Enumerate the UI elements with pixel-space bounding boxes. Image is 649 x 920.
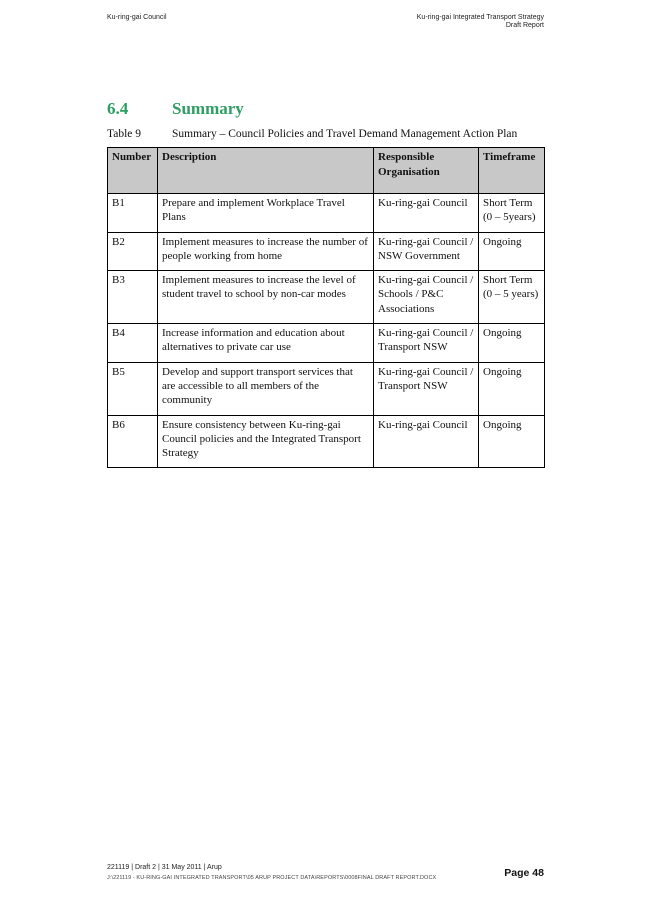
header-right-text [417, 14, 544, 31]
table-row [108, 362, 545, 415]
header-right-line1: Ku-ring-gai Integrated Transport Strategy [416, 14, 544, 21]
section-heading [107, 99, 544, 119]
cell-timeframe: Short Term (0 – 5years) [479, 193, 545, 232]
cell-timeframe: Ongoing [479, 415, 545, 468]
table-row [108, 232, 545, 271]
cell-organisation: Ku-ring-gai Council [374, 193, 479, 232]
cell-organisation: Ku-ring-gai Council / Transport NSW [374, 324, 479, 363]
cell-description: Increase information and education about alternatives to private car use [158, 324, 374, 363]
cell-organisation: Ku-ring-gai Council / NSW Government [374, 232, 479, 271]
cell-description: Implement measures to increase the number of people working from home [158, 232, 374, 271]
cell-number: B2 [108, 232, 158, 271]
cell-organisation: Ku-ring-gai Council / Transport NSW [374, 362, 479, 415]
cell-timeframe: Short Term (0 – 5 years) [479, 271, 545, 324]
column-header-description: Description [158, 148, 374, 194]
column-header-number: Number [108, 148, 158, 194]
cell-timeframe: Ongoing [479, 362, 545, 415]
footer-info-line: 221119 | Draft 2 | 31 May 2011 | Arup [107, 864, 222, 871]
footer-file-path: J:\221119 - KU-RING-GAI INTEGRATED TRANSPORT\05 ARUP PROJECT DATA\REPORTS\0008FINAL DRAFT REPORT.DOCX [107, 875, 437, 882]
column-header-organisation: Responsible Organisation [374, 148, 479, 194]
cell-organisation: Ku-ring-gai Council / Schools / P&C Associations [374, 271, 479, 324]
table-caption-text: Summary – Council Policies and Travel Demand Management Action Plan [172, 127, 518, 140]
table-row [108, 271, 545, 324]
page-number: Page 48 [504, 867, 544, 879]
table-row [108, 324, 545, 363]
cell-timeframe: Ongoing [479, 324, 545, 363]
cell-description: Develop and support transport services that are accessible to all members of the community [158, 362, 374, 415]
table-row [108, 193, 545, 232]
cell-organisation: Ku-ring-gai Council [374, 415, 479, 468]
cell-number: B3 [108, 271, 158, 324]
footer-left [107, 863, 436, 881]
table-row [108, 415, 545, 468]
running-header [107, 14, 544, 31]
cell-description: Ensure consistency between Ku-ring-gai Council policies and the Integrated Transport Strategy [158, 415, 374, 468]
section-number: 6.4 [107, 99, 129, 118]
cell-description: Implement measures to increase the level of student travel to school by non-car modes [158, 271, 374, 324]
table-caption-label: Table 9 [107, 127, 142, 140]
cell-number: B6 [108, 415, 158, 468]
action-plan-table [107, 147, 545, 468]
cell-description: Prepare and implement Workplace Travel Plans [158, 193, 374, 232]
column-header-timeframe: Timeframe [479, 148, 545, 194]
cell-timeframe: Ongoing [479, 232, 545, 271]
cell-number: B1 [108, 193, 158, 232]
header-left-text: Ku-ring-gai Council [107, 14, 167, 21]
table-caption [107, 128, 544, 142]
cell-number: B5 [108, 362, 158, 415]
cell-number: B4 [108, 324, 158, 363]
content-column [107, 99, 544, 468]
section-title: Summary [172, 99, 244, 118]
header-right-line2: Draft Report [505, 22, 544, 30]
page-footer [107, 863, 544, 881]
table-header-row [108, 148, 545, 194]
